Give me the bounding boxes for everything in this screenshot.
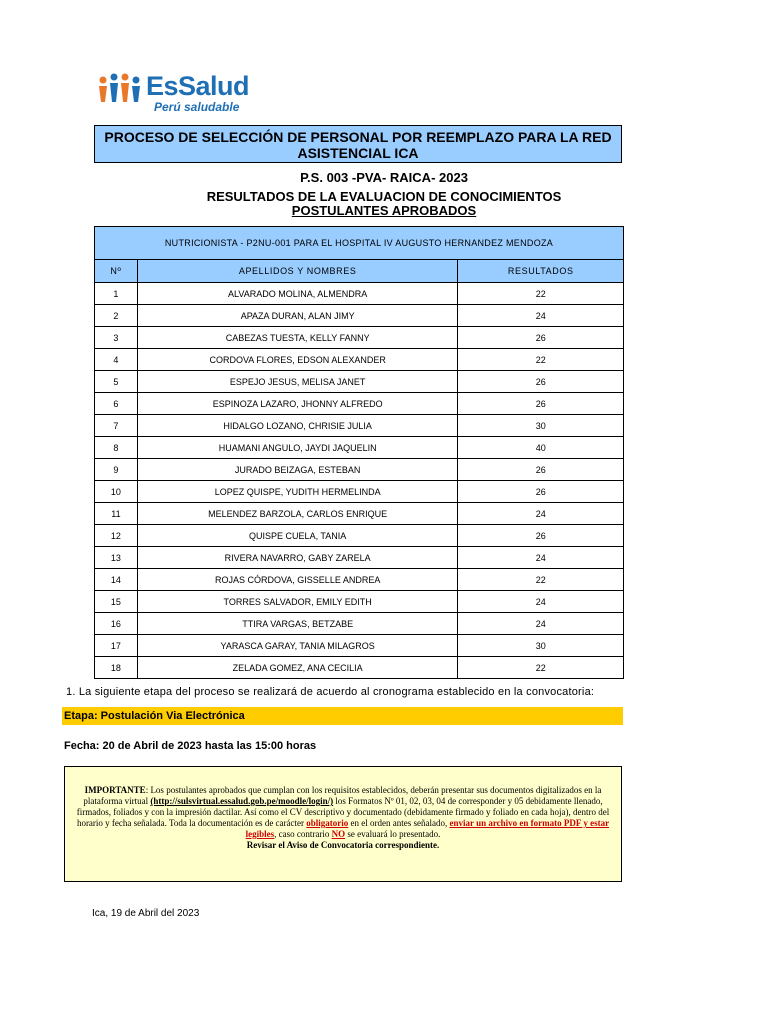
row-number: 3: [95, 327, 138, 349]
row-number: 14: [95, 569, 138, 591]
important-label: IMPORTANTE: [84, 785, 146, 795]
applicant-score: 40: [458, 437, 624, 459]
applicant-score: 24: [458, 591, 624, 613]
important-text-2: los Formatos Nº 01, 02, 03, 04 de corresponder y 05 debidamente llenado, firmados, foliados y con la impresión dactilar. Así como el CV descriptivo y documentado (debidamente firmado y foliado en cada hoja), dentro del horario y fecha señalada. Toda la documentación es de carácter: [76, 796, 610, 828]
header-number: Nº: [95, 260, 138, 283]
applicant-score: 26: [458, 327, 624, 349]
no-word: NO: [331, 829, 346, 839]
footer-date: Ica, 19 de Abril del 2023: [92, 908, 200, 919]
row-number: 4: [95, 349, 138, 371]
table-row: [95, 613, 624, 635]
applicant-name: ROJAS CÓRDOVA, GISSELLE ANDREA: [137, 569, 458, 591]
table-row: [95, 327, 624, 349]
applicant-name: ALVARADO MOLINA, ALMENDRA: [137, 283, 458, 305]
table-row: [95, 591, 624, 613]
process-title: PROCESO DE SELECCIÓN DE PERSONAL POR REEMPLAZO PARA LA RED ASISTENCIAL ICA: [94, 125, 622, 163]
results-heading: [0, 190, 768, 218]
applicant-name: TTIRA VARGAS, BETZABE: [137, 613, 458, 635]
table-row: [95, 371, 624, 393]
results-title: RESULTADOS DE LA EVALUACION DE CONOCIMIENTOS: [206, 189, 562, 204]
table-row: [95, 503, 624, 525]
schedule-note: 1. La siguiente etapa del proceso se realizará de acuerdo al cronograma establecido en la convocatoria:: [66, 686, 595, 698]
applicant-name: RIVERA NAVARRO, GABY ZARELA: [137, 547, 458, 569]
row-number: 9: [95, 459, 138, 481]
table-row: [95, 525, 624, 547]
header-name: APELLIDOS Y NOMBRES: [137, 260, 458, 283]
applicant-name: HIDALGO LOZANO, CHRISIE JULIA: [137, 415, 458, 437]
header-results: RESULTADOS: [458, 260, 624, 283]
row-number: 12: [95, 525, 138, 547]
applicant-name: MELENDEZ BARZOLA, CARLOS ENRIQUE: [137, 503, 458, 525]
table-row: [95, 283, 624, 305]
applicant-score: 22: [458, 657, 624, 679]
applicant-score: 24: [458, 613, 624, 635]
applicant-name: CABEZAS TUESTA, KELLY FANNY: [137, 327, 458, 349]
applicant-score: 26: [458, 371, 624, 393]
table-row: [95, 349, 624, 371]
table-row: [95, 393, 624, 415]
applicant-score: 22: [458, 349, 624, 371]
results-subtitle: POSTULANTES APROBADOS: [291, 203, 477, 218]
important-text-5: se evaluará lo presentado.: [345, 829, 441, 839]
essalud-logo: [96, 70, 266, 115]
important-notice: [64, 766, 622, 882]
applicant-name: ESPEJO JESUS, MELISA JANET: [137, 371, 458, 393]
applicant-score: 22: [458, 569, 624, 591]
applicant-score: 30: [458, 415, 624, 437]
row-number: 2: [95, 305, 138, 327]
table-row: [95, 481, 624, 503]
table-row: [95, 635, 624, 657]
applicant-score: 30: [458, 635, 624, 657]
applicant-name: JURADO BEIZAGA, ESTEBAN: [137, 459, 458, 481]
process-code: P.S. 003 -PVA- RAICA- 2023: [300, 170, 468, 185]
applicant-score: 26: [458, 525, 624, 547]
row-number: 18: [95, 657, 138, 679]
applicant-name: TORRES SALVADOR, EMILY EDITH: [137, 591, 458, 613]
applicant-name: YARASCA GARAY, TANIA MILAGROS: [137, 635, 458, 657]
row-number: 11: [95, 503, 138, 525]
applicant-name: CORDOVA FLORES, EDSON ALEXANDER: [137, 349, 458, 371]
row-number: 7: [95, 415, 138, 437]
important-text-3: en el orden antes señalado,: [348, 818, 450, 828]
applicant-score: 26: [458, 393, 624, 415]
table-row: [95, 547, 624, 569]
table-row: [95, 569, 624, 591]
table-row: [95, 305, 624, 327]
applicant-score: 26: [458, 481, 624, 503]
important-text-4: , caso contrario: [274, 829, 332, 839]
row-number: 15: [95, 591, 138, 613]
applicant-name: ESPINOZA LAZARO, JHONNY ALFREDO: [137, 393, 458, 415]
row-number: 6: [95, 393, 138, 415]
applicant-score: 24: [458, 503, 624, 525]
table-row: [95, 415, 624, 437]
applicant-name: LOPEZ QUISPE, YUDITH HERMELINDA: [137, 481, 458, 503]
row-number: 1: [95, 283, 138, 305]
applicant-score: 24: [458, 547, 624, 569]
platform-link[interactable]: (http://sulsvirtual.essalud.gob.pe/moodle/login/): [150, 796, 334, 806]
row-number: 17: [95, 635, 138, 657]
applicant-name: QUISPE CUELA, TANIA: [137, 525, 458, 547]
important-last-line: Revisar el Aviso de Convocatoria correspondiente.: [246, 840, 440, 850]
applicant-name: HUAMANI ANGULO, JAYDI JAQUELIN: [137, 437, 458, 459]
applicant-score: 24: [458, 305, 624, 327]
logo-tagline: Perú saludable: [154, 100, 240, 114]
table-caption-row: [95, 227, 624, 260]
table-caption: NUTRICIONISTA - P2NU-001 PARA EL HOSPITAL IV AUGUSTO HERNANDEZ MENDOZA: [95, 227, 624, 260]
results-table: [94, 226, 624, 679]
family-icon: [96, 72, 144, 106]
mandatory-word: obligatorio: [306, 818, 349, 828]
applicant-name: ZELADA GOMEZ, ANA CECILIA: [137, 657, 458, 679]
row-number: 16: [95, 613, 138, 635]
logo-name: EsSalud: [146, 71, 250, 101]
table-row: [95, 459, 624, 481]
table-row: [95, 437, 624, 459]
stage-bar: Etapa: Postulación Via Electrónica: [62, 707, 623, 725]
pdf-requirement: enviar un archivo en formato PDF y estar legibles: [245, 818, 610, 839]
table-header-row: [95, 260, 624, 283]
important-text-1: : Los postulantes aprobados que cumplan con los requisitos establecidos, deberán presentar sus documentos digitalizados en la plataforma virtual: [83, 785, 602, 806]
table-row: [95, 657, 624, 679]
deadline-date: Fecha: 20 de Abril de 2023 hasta las 15:00 horas: [64, 740, 317, 752]
row-number: 13: [95, 547, 138, 569]
applicant-name: APAZA DURAN, ALAN JIMY: [137, 305, 458, 327]
row-number: 5: [95, 371, 138, 393]
applicant-score: 26: [458, 459, 624, 481]
row-number: 10: [95, 481, 138, 503]
applicant-score: 22: [458, 283, 624, 305]
row-number: 8: [95, 437, 138, 459]
